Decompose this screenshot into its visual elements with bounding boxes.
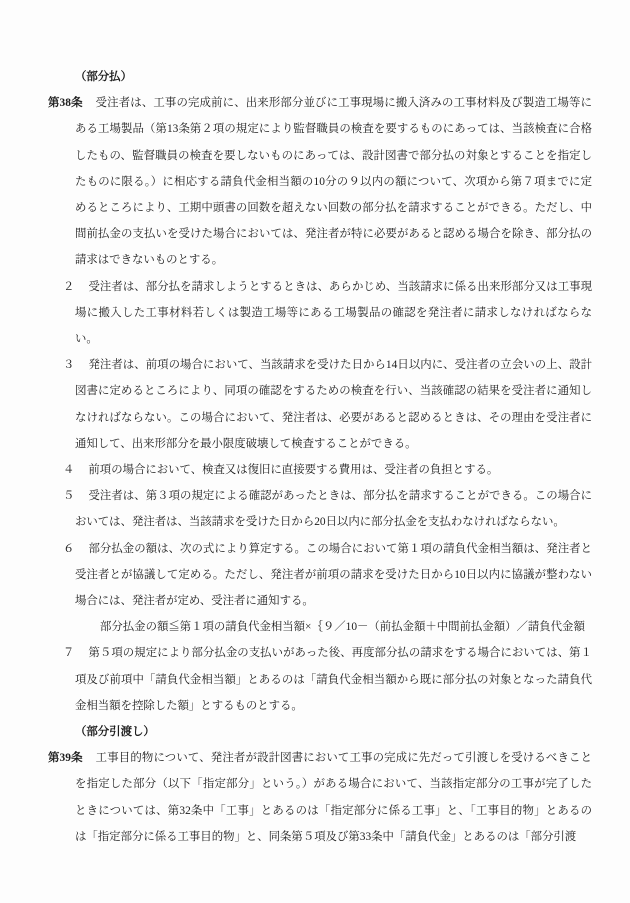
clause-3-text: 発注者は、前項の場合において、当該請求を受けた日から14日以内に、受注者の立会いの上、設計図書に定めるところにより、同項の確認をするための検査を行い、当該確認の結果を受注者に通知しなければならない。この場合において、発注者は、必要があると認めるときは、その理由を受注者に通知して、出来形部分を最小限度破壊して検査することができる。	[75, 359, 592, 450]
clause-7-number: ７	[63, 647, 75, 660]
clause-6-text: 部分払金の額は、次の式により算定する。この場合において第１項の請負代金相当額は、発注者と受注者とが協議して定める。ただし、発注者が前項の請求を受けた日から10日以内に協議が整わない場合には、発注者が定め、受注者に通知する。	[75, 542, 592, 608]
clause-3	[48, 352, 592, 457]
article-39-text: 工事目的物について、発注者が設計図書において工事の完成に先だって引渡しを受けるべきことを指定した部分（以下「指定部分」という。）がある場合において、当該指定部分の工事が完了したときについては、第32条中「工事」とあるのは「指定部分に係る工事」と、「工事目的物」とあるのは「指定部分に係る工事目的物」と、同条第５項及び第33条中「請負代金」とあるのは「部分引渡	[75, 752, 592, 843]
section-heading-partial-delivery: （部分引渡し）	[75, 726, 155, 739]
article-38	[48, 90, 592, 273]
clause-6	[48, 536, 592, 615]
clause-5	[48, 483, 592, 535]
clause-4	[48, 457, 592, 483]
section-heading-partial-payment: （部分払）	[75, 71, 132, 83]
article-38-number: 第38条	[48, 97, 83, 110]
article-39-number: 第39条	[48, 752, 83, 765]
clause-6-number: ６	[63, 542, 75, 555]
clause-3-number: ３	[63, 359, 75, 372]
clause-4-number: ４	[63, 464, 75, 477]
article-38-text: 受注者は、工事の完成前に、出来形部分並びに工事現場に搬入済みの工事材料及び製造工場等にある工場製品（第13条第２項の規定により監督職員の検査を要するものにあっては、当該検査に合格したもの、監督職員の検査を要しないものにあっては、設計図書で部分払の対象とすることを指定したものに限る。）に相応する請負代金相当額の10分の９以内の額について、次項から第７項までに定めるところにより、工期中頭書の回数を超えない回数の部分払を請求することができる。ただし、中間前払金の支払いを受けた場合においては、発注者が特に必要があると認める場合を除き、部分払の請求はできないものとする。	[75, 97, 592, 267]
clause-5-number: ５	[63, 490, 75, 503]
clause-7-text: 第５項の規定により部分払金の支払いがあった後、再度部分払の請求をする場合においては、第１項及び前項中「請負代金相当額」とあるのは「請負代金相当額から既に部分払の対象となった請負代金相当額を控除した額」とするものとする。	[75, 647, 592, 712]
clause-2-number: ２	[63, 280, 75, 293]
clause-2	[48, 274, 592, 353]
clause-5-text: 受注者は、第３項の規定による確認があったときは、部分払を請求することができる。この場合においては、発注者は、当該請求を受けた日から20日以内に部分払金を支払わなければならない。	[75, 490, 592, 529]
clause-2-text: 受注者は、部分払を請求しようとするときは、あらかじめ、当該請求に係る出来形部分又は工事現場に搬入した工事材料若しくは製造工場等にある工場製品の確認を発注者に請求しなければならない。	[75, 280, 592, 346]
clause-7	[48, 640, 592, 719]
clause-4-text: 前項の場合において、検査又は復旧に直接要する費用は、受注者の負担とする。	[88, 464, 499, 477]
partial-payment-formula: 部分払金の額≦第１項の請負代金相当額×｛９／10－（前払金額＋中間前払金額）／請負代金額	[100, 621, 585, 634]
article-39	[48, 745, 592, 850]
